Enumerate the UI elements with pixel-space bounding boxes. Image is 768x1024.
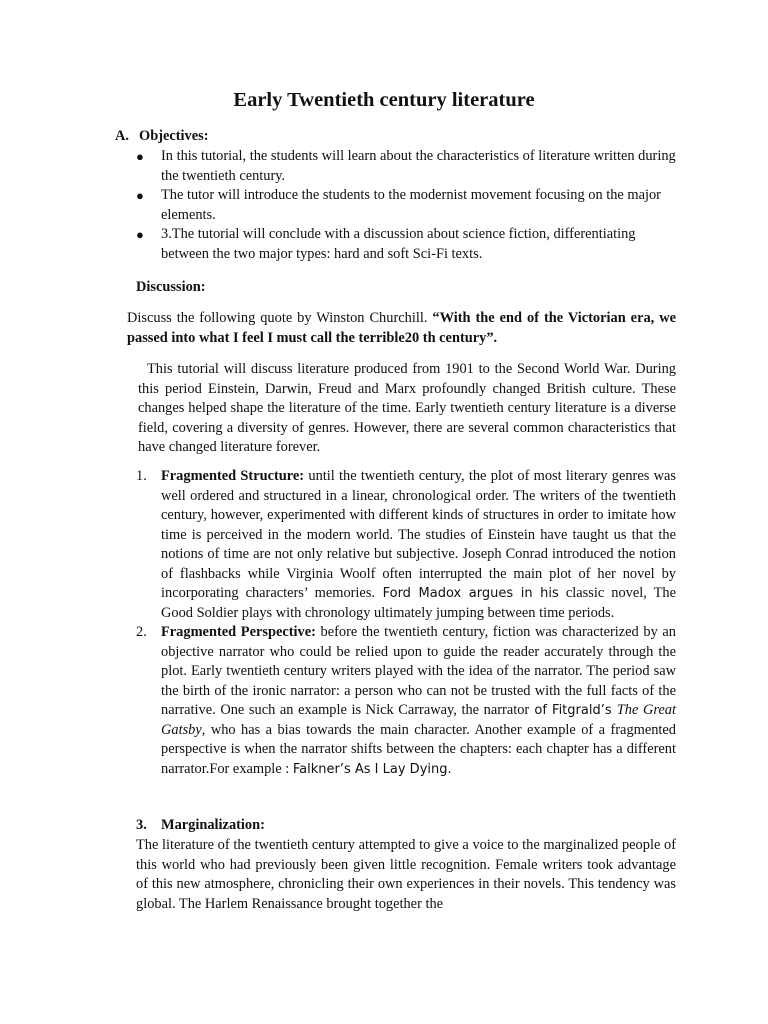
- discussion-paragraph: [127, 309, 676, 348]
- discussion-prompt: Discuss the following quote by Winston Churchill.: [127, 310, 428, 326]
- intro-paragraph: This tutorial will discuss literature produced from 1901 to the Second World War. During this period Einstein, Darwin, Freud and Marx profoundly changed British culture. These changes helped shape the literature of the time. Early twentieth century literature is a diverse field, covering a diversity of genres. However, there are several common characteristics that have changed literature forever.: [138, 361, 676, 455]
- discussion-heading: Discussion:: [136, 279, 206, 295]
- bullet-icon: ●: [136, 227, 144, 242]
- item-number: 2.: [136, 624, 147, 640]
- objectives-number: A.: [115, 128, 129, 144]
- item-text: until the twentieth century, the plot of most literary genres was well ordered and structured in a linear, chronological order. The writers of the twentieth century, however, experimented with different kinds of structures in order to imitate how time is perceived in the modern world. The studies of Einstein have taught us that the notions of time are not only relative but subjective. Joseph Conrad introduced the notion of flashbacks while Virginia Woolf often interrupted the main plot of her novel by incorporating characters’ memories.: [161, 468, 676, 601]
- page-title: Early Twentieth century literature: [233, 89, 535, 111]
- bullet-icon: ●: [136, 149, 144, 164]
- item-text: before the twentieth century, fiction was characterized by an objective narrator who could be relied upon to guide the reader accurately through the plot. Early twentieth century writers played with the idea of the narrator. The period saw the birth of the ironic narrator: a person who can not be trusted with the full facts of the narrative. One such an example is Nick Carraway, the narrator: [161, 624, 676, 718]
- list-item: [136, 623, 676, 779]
- item-text-sans: of Fitgrald’s: [529, 703, 617, 718]
- list-item: [136, 225, 676, 264]
- item-text-sans: Ford Madox argues in his: [375, 586, 559, 601]
- item-number: 1.: [136, 468, 147, 484]
- objectives-heading: [115, 127, 209, 147]
- item-heading: Fragmented Structure:: [161, 468, 305, 484]
- objectives-heading-text: Objectives:: [139, 128, 209, 144]
- item-heading: Fragmented Perspective:: [161, 624, 316, 640]
- marginalization-heading: [136, 816, 265, 836]
- objective-text: In this tutorial, the students will learn about the characteristics of literature written during the twentieth century.: [161, 148, 676, 184]
- marginalization-paragraph: The literature of the twentieth century attempted to give a voice to the marginalized people of this world who had previously been given little recognition. Female writers took advantage of this new atmosphere, chronicling their own experiences in their novels. This tendency was global. The Harlem Renaissance brought together the: [136, 837, 676, 912]
- item-text-end: , who has a bias towards the main character. Another example of a fragmented perspective is when the narrator shifts between the chapters: each chapter has a different narrator.For example :: [161, 721, 676, 777]
- item-text-sans-2: Falkner’s As I Lay Dying.: [292, 761, 452, 777]
- objective-text: The tutor will introduce the students to the modernist movement focusing on the major elements.: [161, 187, 661, 223]
- list-item: [136, 186, 676, 225]
- objective-text: 3.The tutorial will conclude with a discussion about science fiction, differentiating between the two major types: hard and soft Sci-Fi texts.: [161, 226, 636, 262]
- objectives-list: [136, 147, 676, 264]
- characteristics-list: [136, 467, 676, 779]
- list-item: [136, 147, 676, 186]
- marginalization-heading-text: Marginalization:: [161, 817, 265, 833]
- list-item: [136, 467, 676, 623]
- item-number: 3.: [136, 817, 147, 833]
- churchill-quote: “With the end of the Victorian era, we passed into what I feel I must call the terrible20 th century”.: [127, 310, 676, 346]
- book-title: The Great Gatsby: [161, 702, 677, 738]
- bullet-icon: ●: [136, 188, 144, 203]
- item-text-end: classic novel, The Good Soldier plays with chronology ultimately jumping between time periods.: [161, 585, 676, 621]
